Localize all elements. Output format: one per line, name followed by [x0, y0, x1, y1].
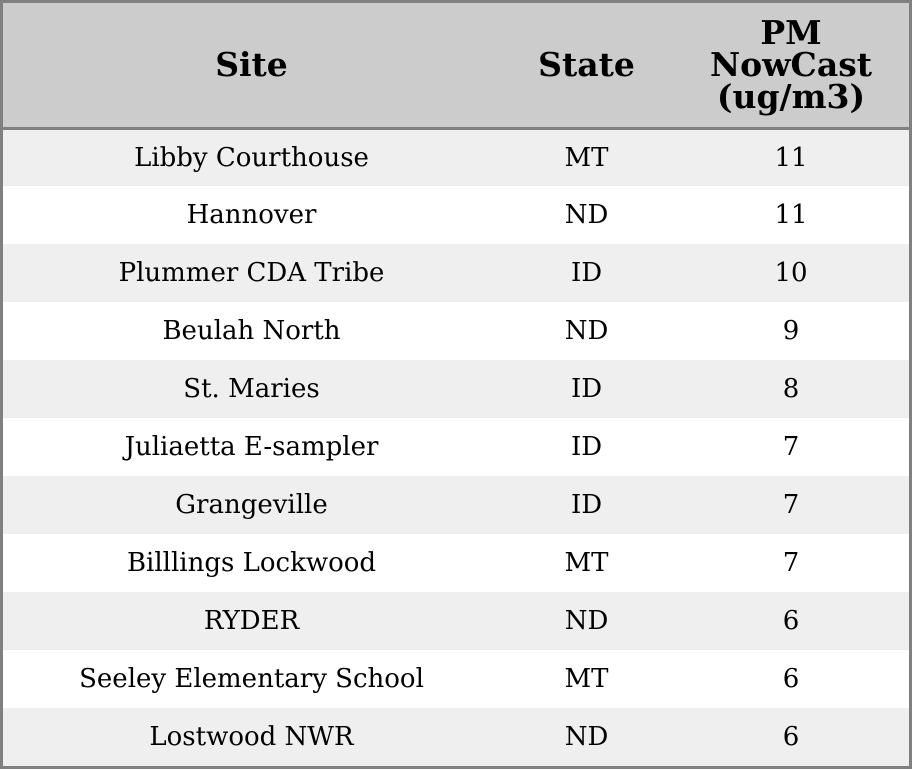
table-header: [3, 3, 909, 128]
cell-pm-nowcast: 7: [782, 548, 800, 578]
table-row: [3, 476, 909, 534]
cell-pm-nowcast: 8: [782, 374, 800, 404]
cell-site: Billlings Lockwood: [126, 548, 377, 578]
header-pm-line-3: (ug/m3): [716, 76, 866, 116]
cell-pm-nowcast: 10: [774, 258, 808, 288]
cell-site: Grangeville: [175, 490, 328, 520]
cell-pm-nowcast: 6: [782, 606, 800, 636]
cell-site: RYDER: [203, 606, 300, 636]
cell-site: Hannover: [186, 200, 317, 230]
cell-site: Lostwood NWR: [149, 722, 354, 752]
table-row: [3, 244, 909, 302]
cell-pm-nowcast: 7: [782, 432, 800, 462]
table-row: [3, 186, 909, 244]
table-body: [3, 128, 909, 766]
table-row: [3, 592, 909, 650]
cell-state: ND: [564, 722, 609, 752]
table-row: [3, 302, 909, 360]
cell-site: Plummer CDA Tribe: [118, 258, 385, 288]
cell-site: Seeley Elementary School: [79, 664, 424, 694]
cell-state: ID: [570, 374, 603, 404]
header-pm-nowcast: [673, 3, 909, 128]
cell-pm-nowcast: 6: [782, 664, 800, 694]
cell-state: MT: [564, 142, 609, 173]
header-site: Site: [3, 3, 500, 128]
table-row: [3, 360, 909, 418]
cell-pm-nowcast: 9: [782, 316, 800, 346]
header-pm-line-2: NowCast: [709, 44, 873, 84]
table-row: [3, 418, 909, 476]
table-row: [3, 128, 909, 186]
pm-nowcast-table: [3, 3, 909, 766]
table-row: [3, 708, 909, 766]
cell-state: ND: [564, 200, 609, 230]
cell-state: ID: [570, 258, 603, 288]
table-row: [3, 534, 909, 592]
cell-state: ND: [564, 606, 609, 636]
cell-state: ID: [570, 432, 603, 462]
header-pm-line-1: PM: [760, 12, 822, 52]
cell-pm-nowcast: 11: [774, 200, 808, 230]
cell-site: Juliaetta E-sampler: [124, 432, 379, 462]
cell-state: ID: [570, 490, 603, 520]
cell-site: St. Maries: [183, 374, 320, 404]
cell-pm-nowcast: 11: [774, 142, 808, 173]
cell-pm-nowcast: 6: [782, 722, 800, 752]
header-row: [3, 3, 909, 128]
header-state: State: [500, 3, 673, 128]
cell-site: Libby Courthouse: [134, 142, 369, 173]
cell-pm-nowcast: 7: [782, 490, 800, 520]
cell-site: Beulah North: [162, 316, 341, 346]
cell-state: MT: [564, 664, 609, 694]
cell-state: ND: [564, 316, 609, 346]
table-row: [3, 650, 909, 708]
cell-state: MT: [564, 548, 609, 578]
